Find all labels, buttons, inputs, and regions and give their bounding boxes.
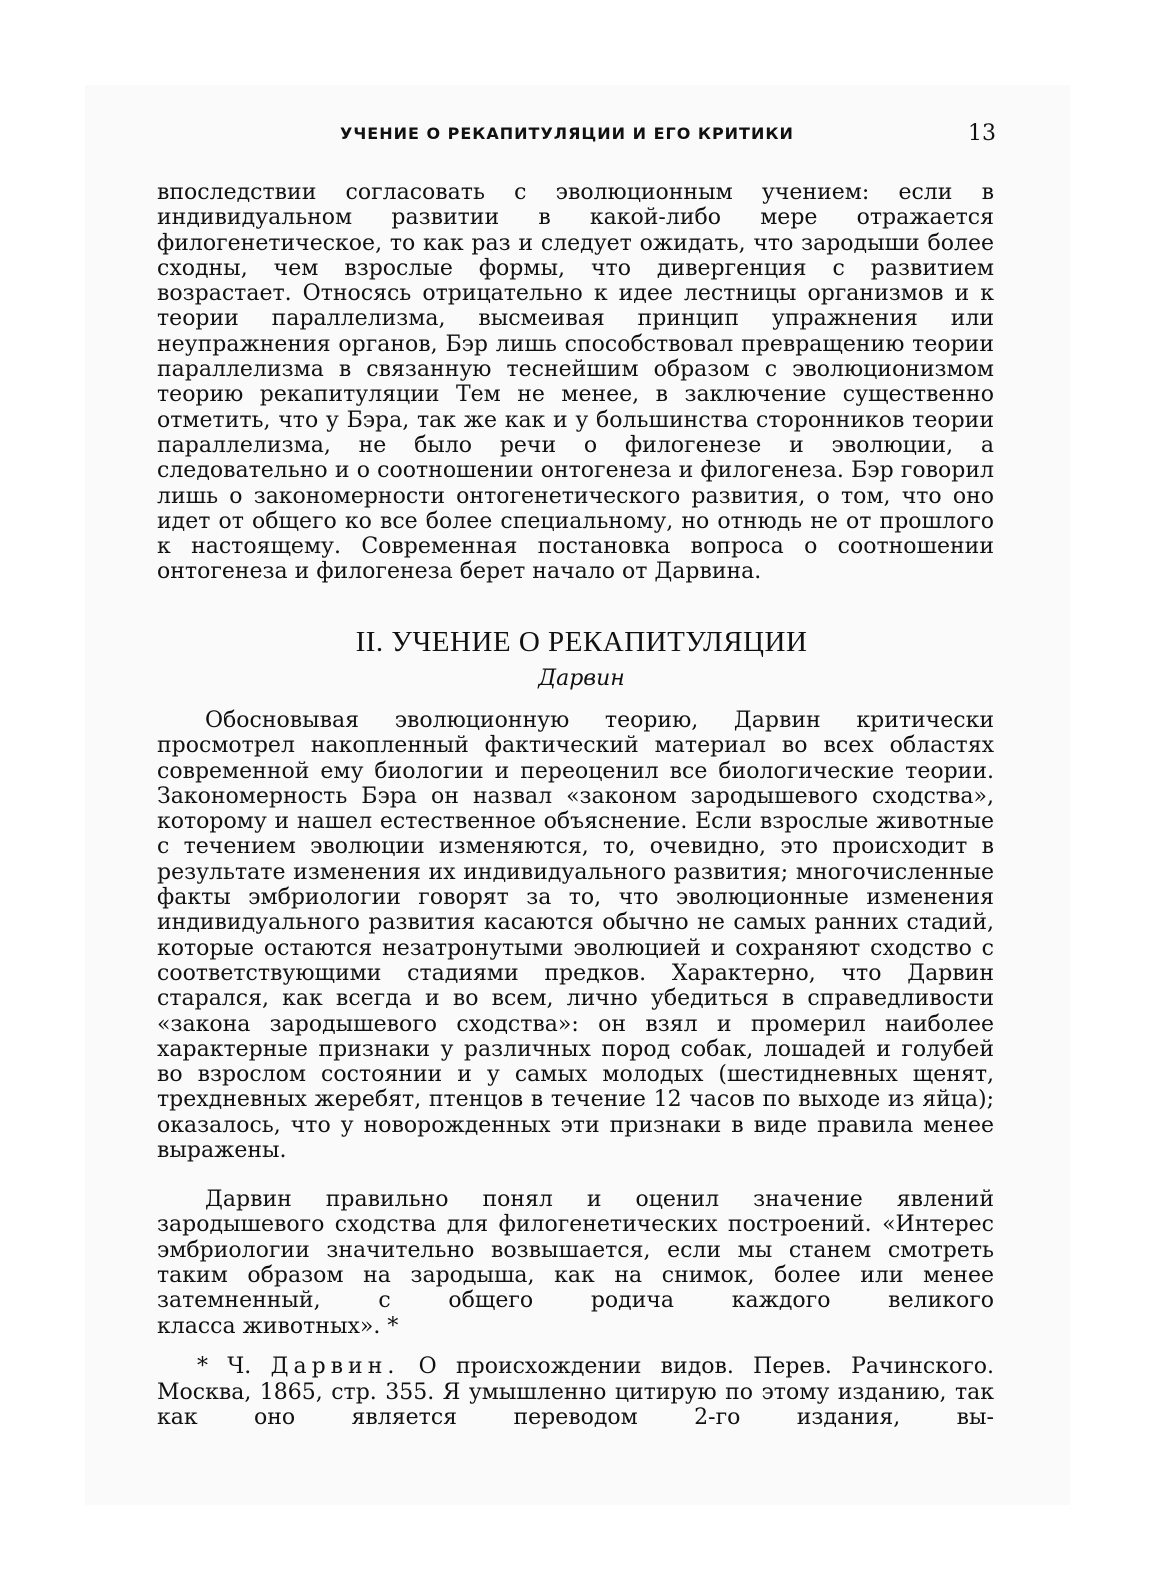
body-paragraph-2: Обосновывая эволюционную теорию, Дарвин критически просмотрел накопленный фактический материал во всех областях современной ему биологии и переоценил все биологические теории. Закономерность Бэра он назвал «законом зародышевого сходства», которому и нашел естественное объяснение. Если взрослые животные с течением эволюции изменяются, то, очевидно, это происходит в результате изменения их индивидуального развития; многочисленные факты эмбриологии говорят за то, что эволюционные изменения индивидуального развития касаются обычно не самых ранних стадий, которые остаются незатронутыми эволюцией и сохраняют сходство с соответствующими стадиями предков. Характерно, что Дарвин старался, как всегда и во всем, лично убедиться в справедливости «закона зародышевого сходства»: он взял и промерил наиболее характерные признаки у различных пород собак, лошадей и голубей во взрослом состоянии и у самых молодых (шестидневных щенят, трехдневных жеребят, птенцов в течение 12 часов по выходе из яйца); оказалось, что у новорожденных эти признаки в виде правила менее выражены. — [157, 708, 994, 1164]
section-subtitle: Дарвин — [538, 666, 625, 691]
paragraph-3-last-line: класса животных». * — [157, 1314, 399, 1339]
footnote-text: О происхождении видов. Перев. Рачинского. Москва, 1865, стр. 355. Я умышленно цитирую по этому изданию, так как оно является переводом 2-го издания, вы- — [157, 1354, 994, 1430]
paragraph-3-text: Дарвин правильно понял и оценил значение явлений зародышевого сходства для филогенетических построений. «Интерес эмбриологии значительно возвышается, если мы станем смотреть таким образом на зародыша, как на снимок, более или менее затемненный, с общего родича каждого великого — [157, 1187, 994, 1314]
footnote-author: Дарвин. — [270, 1354, 400, 1379]
page-number: 13 — [968, 121, 996, 146]
footnote — [157, 1354, 994, 1431]
footnote-marker: * Ч. — [197, 1354, 252, 1379]
running-title: УЧЕНИЕ О РЕКАПИТУЛЯЦИИ И ЕГО КРИТИКИ — [340, 124, 794, 143]
body-paragraph-1: впоследствии согласовать с эволюционным учением: если в индивидуальном развитии в какой-либо мере отражается филогенетическое, то как раз и следует ожидать, что зародыши более сходны, чем взрослые формы, что дивергенция с развитием возрастает. Относясь отрицательно к идее лестницы организмов и к теории параллелизма, высмеивая принцип упражнения или неупражнения органов, Бэр лишь способствовал превращению теории параллелизма в связанную теснейшим образом с эволюционизмом теорию рекапитуляции Тем не менее, в заключение существенно отметить, что у Бэра, так же как и у большинства сторонников теории параллелизма, не было речи о филогенезе и эволюции, а следовательно и о соотношении онтогенеза и филогенеза. Бэр говорил лишь о закономерности онтогенетического развития, о том, что оно идет от общего ко все более специальному, но отнюдь не от прошлого к настоящему. Современная постановка вопроса о соотношении онтогенеза и филогенеза берет начало от Дарвина. — [157, 180, 994, 585]
page-header — [0, 121, 1163, 154]
section-title: II. УЧЕНИЕ О РЕКАПИТУЛЯЦИИ — [355, 626, 808, 658]
body-paragraph-3 — [157, 1187, 994, 1313]
